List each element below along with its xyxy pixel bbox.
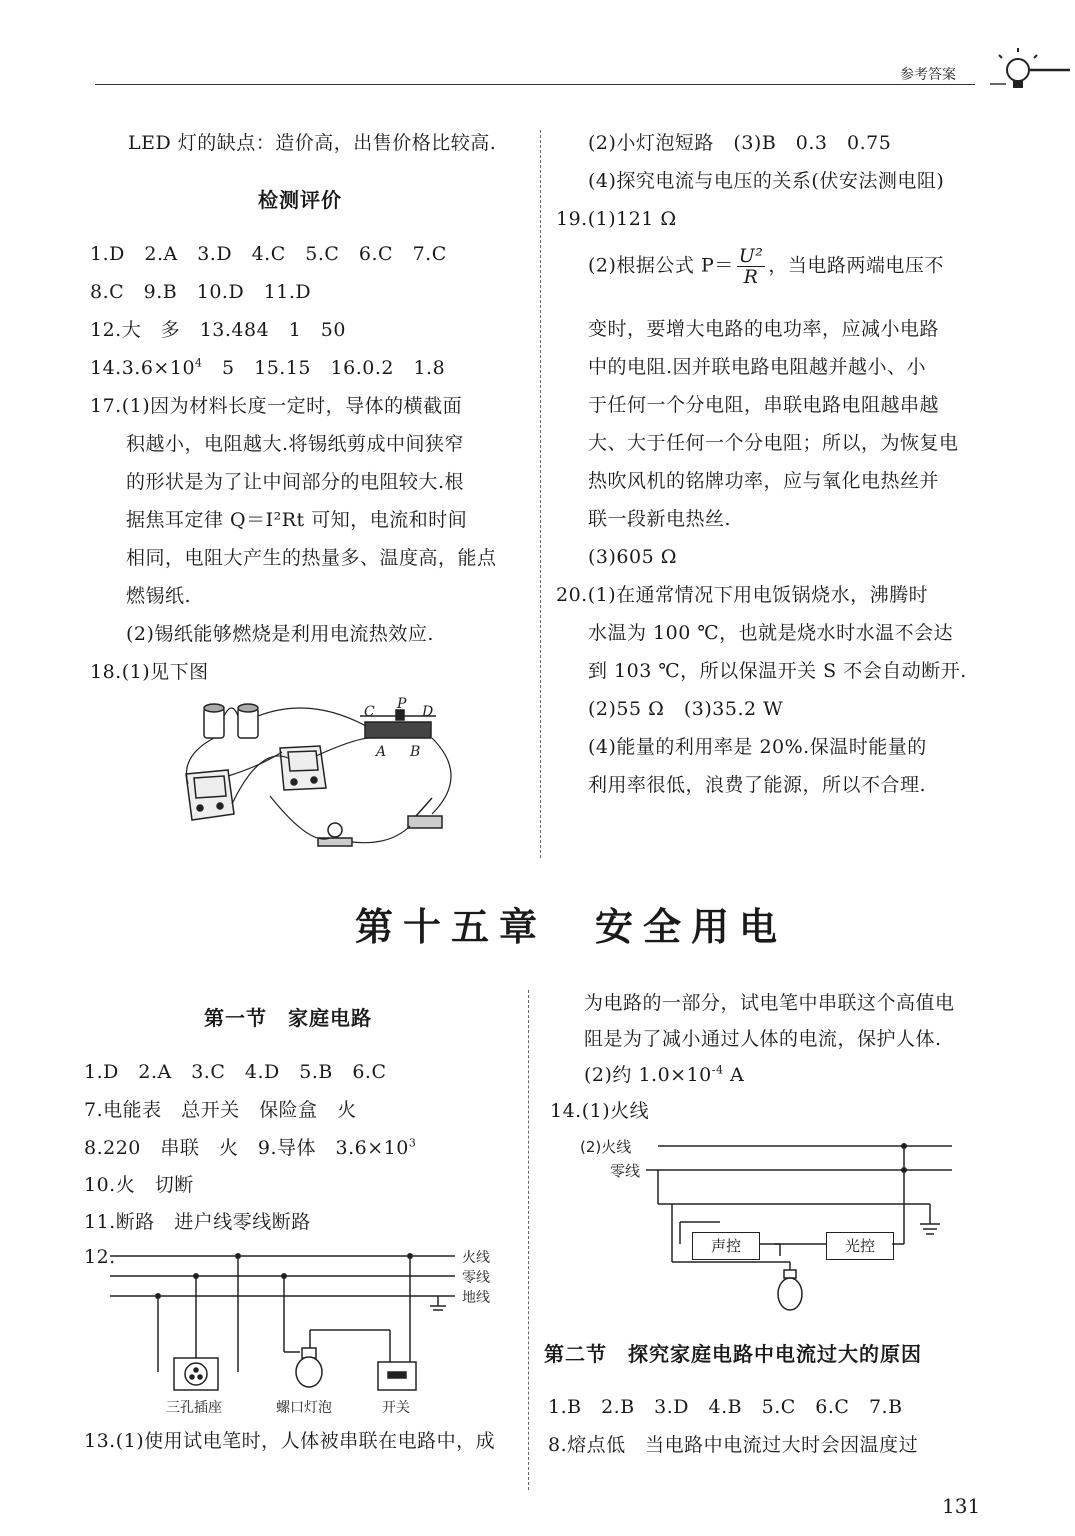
label-ground-wire: 地线 bbox=[462, 1290, 490, 1306]
label-d: D bbox=[422, 704, 434, 720]
ammeter-icon bbox=[186, 770, 234, 820]
page-number: 131 bbox=[942, 1494, 981, 1518]
answer-line: (2)约 $1.0\times 10^{-4}$ A bbox=[584, 1063, 745, 1086]
answer-line: 1.D 2.A 3.C 4.D 5.B 6.C bbox=[84, 1061, 387, 1083]
switch-icon bbox=[408, 798, 442, 828]
home-wiring-diagram bbox=[110, 1244, 510, 1420]
formula-fraction: $\frac{\text{U²}}{R}$ bbox=[738, 245, 764, 288]
light-control-box: 光控 bbox=[826, 1232, 894, 1260]
label-neutral-wire: 零线 bbox=[462, 1270, 490, 1286]
answer-line: 12. bbox=[84, 1246, 116, 1268]
answer-line: 8.C 9.B 10.D 11.D bbox=[90, 281, 312, 303]
answer-line: 19.(1)121 Ω bbox=[556, 208, 677, 230]
answer-line: 据焦耳定律 Q＝I²Rt 可知，电流和时间 bbox=[126, 509, 468, 531]
answer-line: 积越小，电阻越大.将锡纸剪成中间狭窄 bbox=[126, 433, 465, 455]
section-title-home-circuit: 第一节 家庭电路 bbox=[204, 1006, 372, 1030]
answer-line: 为电路的一部分，试电笔中串联这个高值电 bbox=[584, 992, 955, 1014]
wall-switch-icon bbox=[378, 1362, 416, 1390]
answer-line: $14.3.6\times 10^4$ 5 15.15 16.0.2 1.8 bbox=[90, 356, 446, 379]
answer-line: 17.(1)因为材料长度一定时，导体的横截面 bbox=[90, 395, 463, 417]
answer-line: 的形状是为了让中间部分的电阻较大.根 bbox=[126, 471, 465, 493]
label-q14-neutral: 零线 bbox=[610, 1162, 641, 1180]
answer-line: 8.熔点低 当电路中电流过大时会因温度过 bbox=[548, 1434, 919, 1456]
formula-line: (2)根据公式 P＝ $\frac{\text{U²}}{R}$ ，当电路两端电压不 bbox=[588, 245, 944, 288]
lightbulb-icon bbox=[990, 48, 1070, 96]
answer-line: 中的电阻.因并联电路电阻越并越小、小 bbox=[588, 356, 927, 378]
header-label: 参考答案 bbox=[900, 67, 956, 83]
battery-icon bbox=[204, 704, 258, 738]
three-hole-socket-icon bbox=[174, 1358, 218, 1390]
answer-line: 1.D 2.A 3.D 4.C 5.C 6.C 7.C bbox=[90, 243, 447, 265]
answer-line: 热吹风机的铭牌功率，应与氧化电热丝并 bbox=[588, 470, 940, 492]
answer-line: 14.(1)火线 bbox=[550, 1100, 650, 1122]
answer-line: (4)探究电流与电压的关系(伏安法测电阻) bbox=[588, 170, 945, 192]
circuit-diagram bbox=[170, 696, 470, 856]
answer-line: 水温为 100 ℃，也就是烧水时水温不会达 bbox=[588, 622, 954, 644]
label-b: B bbox=[410, 744, 421, 760]
label-p: P bbox=[397, 696, 407, 712]
answer-line: 8.220 串联 火 9.导体 $3.6\times 10^3$ bbox=[84, 1136, 417, 1159]
bulb-icon bbox=[318, 823, 352, 846]
answer-line: 18.(1)见下图 bbox=[90, 661, 209, 683]
answer-line: 10.火 切断 bbox=[84, 1174, 194, 1196]
answer-line: 利用率很低，浪费了能源，所以不合理. bbox=[588, 774, 927, 796]
label-screw-bulb: 螺口灯泡 bbox=[276, 1400, 332, 1416]
answer-line: 相同，电阻大产生的热量多、温度高，能点 bbox=[126, 547, 497, 569]
column-separator-bottom bbox=[528, 990, 529, 1490]
sound-light-control-diagram bbox=[580, 1132, 960, 1318]
section-title-overcurrent: 第二节 探究家庭电路中电流过大的原因 bbox=[544, 1342, 922, 1366]
screw-bulb-icon bbox=[296, 1348, 322, 1387]
answer-line: 阻是为了减小通过人体的电流，保护人体. bbox=[584, 1028, 942, 1050]
label-c: C bbox=[364, 704, 375, 720]
answer-line: 大、大于任何一个分电阻；所以，为恢复电 bbox=[588, 432, 959, 454]
answer-line: (2)55 Ω (3)35.2 W bbox=[588, 698, 784, 720]
bulb-icon bbox=[778, 1270, 802, 1310]
section-title-review: 检测评价 bbox=[258, 188, 342, 212]
label-a: A bbox=[376, 744, 387, 760]
label-q14-2-live: (2)火线 bbox=[580, 1138, 632, 1156]
column-separator-top bbox=[540, 130, 541, 858]
answer-line: 到 103 ℃，所以保温开关 S 不会自动断开. bbox=[588, 660, 967, 682]
sound-control-box: 声控 bbox=[692, 1232, 760, 1260]
answer-line: 11.断路 进户线零线断路 bbox=[84, 1211, 311, 1233]
answer-line: 12.大 多 13.484 1 50 bbox=[90, 319, 346, 341]
label-switch: 开关 bbox=[382, 1400, 410, 1416]
answer-line: (3)605 Ω bbox=[588, 546, 677, 568]
led-line: LED 灯的缺点：造价高，出售价格比较高. bbox=[128, 132, 497, 154]
voltmeter-icon bbox=[280, 746, 326, 790]
answer-line: (2)小灯泡短路 (3)B 0.3 0.75 bbox=[588, 132, 892, 154]
answer-line: (2)锡纸能够燃烧是利用电流热效应. bbox=[126, 623, 434, 645]
label-live-wire: 火线 bbox=[462, 1250, 490, 1266]
answer-line: 20.(1)在通常情况下用电饭锅烧水，沸腾时 bbox=[556, 584, 929, 606]
answer-line: 燃锡纸. bbox=[126, 585, 192, 607]
chapter-title: 第十五章 安全用电 bbox=[355, 904, 788, 949]
answer-line: (4)能量的利用率是 20%.保温时能量的 bbox=[588, 736, 927, 758]
answer-line: 1.B 2.B 3.D 4.B 5.C 6.C 7.B bbox=[548, 1396, 903, 1418]
answer-line: 于任何一个分电阻，串联电路电阻越串越 bbox=[588, 394, 940, 416]
header-rule bbox=[95, 84, 975, 85]
label-three-hole-socket: 三孔插座 bbox=[166, 1400, 222, 1416]
answer-line: 变时，要增大电路的电功率，应减小电路 bbox=[588, 318, 940, 340]
answer-line: 7.电能表 总开关 保险盒 火 bbox=[84, 1099, 357, 1121]
answer-line: 联一段新电热丝. bbox=[588, 508, 732, 530]
answer-line: 13.(1)使用试电笔时，人体被串联在电路中，成 bbox=[84, 1430, 496, 1452]
